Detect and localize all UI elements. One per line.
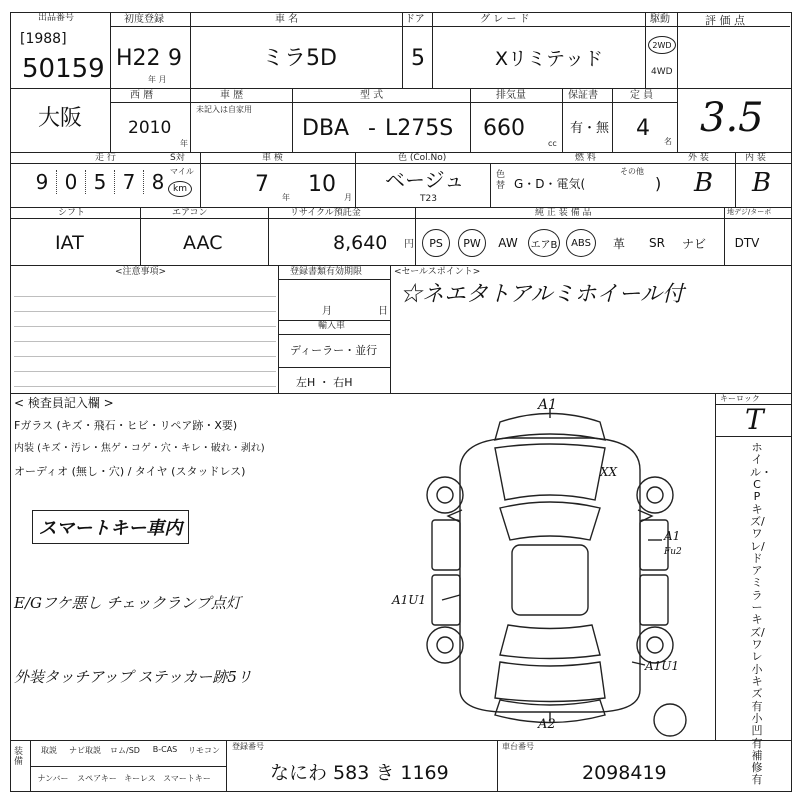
door-label: ドア	[405, 14, 425, 25]
caution-label: <注意事項>	[115, 267, 167, 277]
fuel-options: G・D・電気(	[514, 177, 586, 191]
mileage-label: 走 行	[95, 153, 116, 163]
doc-deadline-label: 登録書類有効期限	[290, 267, 363, 277]
diagram-mark-right-top: XX	[600, 465, 618, 479]
inspector-label: < 検査員記入欄 >	[14, 396, 114, 410]
diagram-mark-right: A1	[664, 529, 681, 543]
steering: 左H ・ 右H	[296, 376, 353, 389]
footer-equip-item: キーレス	[124, 774, 156, 783]
inspector-line-glass: Fガラス (キズ・飛石・ヒビ・リペア跡・X要)	[14, 419, 238, 432]
equipment-label: 純 正 装 備 品	[535, 208, 592, 218]
inspector-hand-engine: E/Gフケ悪し チェックランプ点灯	[14, 594, 241, 612]
footer-equip-item: リモコン	[188, 746, 220, 755]
recycle: 8,640	[333, 232, 388, 254]
mileage-note: S対	[170, 153, 185, 163]
recycle-unit: 円	[404, 239, 414, 250]
fuel-close: )	[655, 174, 662, 193]
shift: IAT	[55, 232, 84, 254]
model-label: 型 式	[360, 90, 384, 101]
fuel-other: その他	[620, 167, 644, 176]
ac-label: エアコン	[172, 208, 208, 218]
vin: 2098419	[582, 762, 667, 784]
fuel-label: 燃 料	[575, 153, 596, 163]
smart-key-box	[32, 510, 189, 544]
mileage-digits	[28, 170, 172, 194]
doc-month: 月	[322, 306, 332, 317]
exterior-label: 外 装	[688, 153, 709, 163]
warranty: 有・無	[570, 121, 610, 136]
inspector-line-interior: 内装 (キズ・汚レ・焦ゲ・コゲ・穴・キレ・破れ・剥れ)	[14, 443, 265, 454]
equipment-ps: PS	[422, 229, 450, 257]
mileage-digit: 8	[151, 170, 165, 194]
footer-equip-item: ロム/SD	[110, 746, 140, 755]
mileage-digit: 9	[28, 170, 57, 194]
recycle-label: リサイクル預託金	[290, 208, 361, 218]
plate-label: 登録番号	[232, 742, 264, 751]
footer-equip-row2	[32, 773, 214, 784]
diagram-mark-top: A1	[538, 397, 558, 413]
history-label: 車 歴	[220, 90, 244, 101]
equipment-airbag: エアB	[528, 229, 560, 257]
import-type: ディーラー・並行	[290, 344, 378, 357]
sales-label: <セールスポイント>	[394, 267, 481, 277]
exterior: B	[694, 168, 714, 198]
car-diagram	[400, 397, 700, 740]
caution-lines	[14, 282, 276, 390]
first-reg-sub: 年 月	[148, 75, 167, 84]
equipment-navi: ナビ	[681, 236, 706, 251]
drive-2wd-circle: 2WD	[648, 36, 676, 54]
sales-point: ☆ネエタトアルミホイール付	[400, 282, 685, 307]
equipment-dtv: DTV	[734, 236, 760, 250]
inspector-hand-exterior: 外装タッチアップ ステッカー跡5リ	[14, 668, 252, 686]
history-sub: 未記入は自家用	[196, 105, 252, 114]
drive-4wd: 4WD	[651, 67, 673, 77]
shift-label: シフト	[58, 208, 86, 218]
lot-label: 出品番号	[38, 13, 75, 23]
first-reg-era: H22	[116, 46, 161, 71]
mileage-unit-mile: マイル	[170, 167, 194, 176]
footer-equip-item: B-CAS	[152, 745, 178, 754]
score-label: 評 価 点	[705, 14, 745, 27]
color-label: 色 (Col.No)	[398, 153, 447, 163]
lot-sub: [1988]	[20, 31, 67, 47]
doc-day: 日	[378, 306, 388, 317]
smart-key-note: スマートキー車内	[38, 518, 183, 539]
location: 大阪	[38, 106, 83, 131]
inspection-month: 10	[308, 172, 336, 197]
mileage-digit: 5	[86, 170, 115, 194]
diagram-mark-bottom: A2	[538, 717, 556, 732]
drive-label: 駆動	[650, 14, 670, 25]
interior-label: 内 装	[745, 153, 766, 163]
key-value: T	[745, 403, 764, 436]
vin-label: 車台番号	[502, 742, 534, 751]
grade-label: グ レ ー ド	[480, 14, 530, 25]
displacement-label: 排気量	[496, 90, 526, 101]
year-unit: 年	[180, 139, 188, 148]
doors: 5	[411, 46, 425, 71]
footer-equip-item: スマートキー	[163, 774, 211, 783]
color: ベージュ	[385, 168, 465, 192]
interior: B	[752, 168, 772, 198]
equipment-abs: ABS	[566, 229, 596, 257]
inspection-year-unit: 年	[282, 193, 290, 202]
footer-equip-item: ナンバー	[37, 774, 69, 783]
inspection-label: 車 検	[262, 153, 283, 163]
warranty-label: 保証書	[568, 90, 598, 101]
footer-equip-item: スペアキー	[77, 774, 117, 783]
color-code: T23	[420, 194, 437, 204]
first-reg-label: 初度登録	[124, 14, 164, 25]
equipment-aw: AW	[498, 236, 518, 250]
mileage-unit-km-circle: km	[168, 181, 192, 197]
displacement: 660	[483, 116, 525, 141]
key-legend: ホイル・CPキズ/ワレ/ドアミラーキズ/ワレ 小キズ有 小凹有 補修有	[750, 441, 772, 787]
equipment-pw: PW	[458, 229, 486, 257]
car-name: ミラ5D	[262, 46, 337, 71]
mileage-digit: 7	[115, 170, 144, 194]
equipment-list	[418, 224, 790, 262]
capacity: 4	[636, 116, 650, 141]
import-label: 輸入車	[318, 321, 346, 331]
year: 2010	[128, 118, 172, 138]
inspection-month-unit: 月	[344, 193, 352, 202]
first-reg-month: 9	[168, 46, 182, 71]
diagram-mark-right-sub: Fu2	[664, 547, 682, 557]
mileage-digit: 0	[57, 170, 86, 194]
footer-equip-row1	[32, 745, 224, 756]
equipment-sr: SR	[649, 236, 665, 250]
inspection-year: 7	[255, 172, 269, 197]
model-dash: -	[368, 116, 376, 141]
footer-equip-item: ナビ取説	[69, 746, 101, 755]
diagram-mark-left: A1U1	[392, 593, 427, 607]
color-change-label: 色替	[496, 170, 506, 191]
equipment-leather: 革	[612, 236, 625, 251]
model-code: L275S	[385, 116, 454, 141]
footer-equip-label: 装備	[14, 747, 24, 767]
inspector-line-audio: オーディオ (無し・穴) / タイヤ (スタッドレス)	[14, 465, 246, 478]
car-name-label: 車 名	[275, 14, 299, 25]
displacement-unit: cc	[548, 139, 557, 148]
plate: なにわ 583 き 1169	[270, 762, 449, 784]
ac: AAC	[183, 232, 223, 254]
diagram-mark-right-low: A1U1	[645, 659, 680, 673]
year-label: 西 暦	[130, 90, 154, 101]
lot-number: 50159	[22, 54, 105, 84]
equipment-extra-label: 地デジ/ターボ	[727, 208, 772, 216]
capacity-label: 定 員	[630, 90, 654, 101]
footer-equip-item: 取説	[41, 746, 57, 755]
key-label: キーロック	[720, 394, 760, 403]
capacity-unit: 名	[664, 137, 672, 146]
grade: Xリミテッド	[495, 48, 604, 70]
score: 3.5	[700, 95, 764, 141]
model-prefix: DBA	[302, 116, 350, 141]
